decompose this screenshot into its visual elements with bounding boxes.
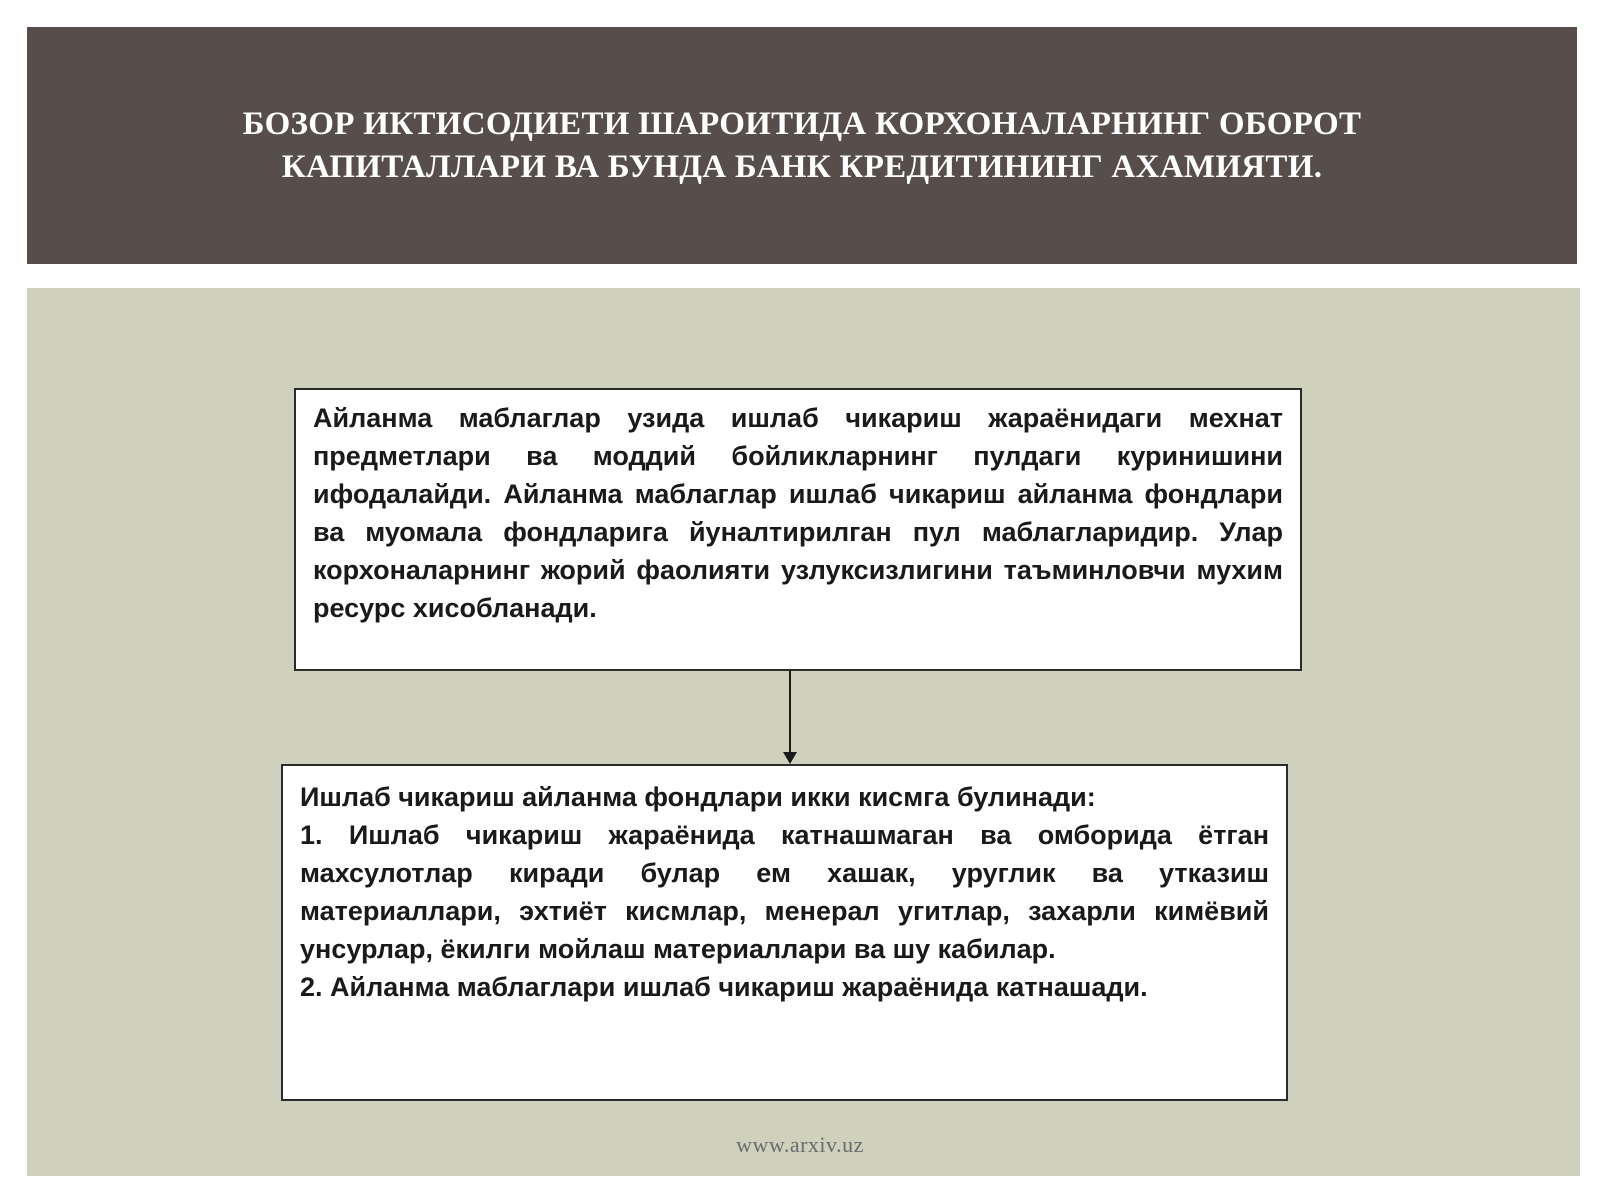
- slide-title: [177, 103, 1427, 189]
- slide-title-line-2: КАПИТАЛЛАРИ ВА БУНДА БАНК КРЕДИТИНИНГ АХАМИЯТИ.: [281, 148, 1323, 185]
- definition-box: [294, 388, 1302, 671]
- footer-watermark: www.arxiv.uz: [736, 1132, 864, 1157]
- header-band: [27, 27, 1577, 264]
- classification-box: [281, 764, 1288, 1101]
- definition-text: Айланма маблаглар узида ишлаб чикариш жараёнидаги мехнат предметлари ва моддий бойликларнинг пулдаги куринишини ифодалайди. Айланма маблаглар ишлаб чикариш айланма фондлари ва муомала фондларига йуналтирилган пул маблагларидир. Улар корхоналарнинг жорий фаолияти узлуксизлигини таъминловчи мухим ресурс хисобланади.: [313, 403, 1283, 623]
- slide-title-line-1: БОЗОР ИКТИСОДИЕТИ ШАРОИТИДА КОРХОНАЛАРНИНГ ОБОРОТ: [242, 105, 1362, 142]
- classification-item-1: 1. Ишлаб чикариш жараёнида катнашмаган ва омборида ётган махсулотлар киради булар ем хашак, уруглик ва утказиш материаллари, эхтиёт кисмлар, менерал угитлар, захарли кимёвий унсурлар, ёкилги мойлаш материаллари ва шу кабилар.: [300, 820, 1269, 964]
- classification-heading: Ишлаб чикариш айланма фондлари икки кисмга булинади:: [300, 782, 1096, 812]
- classification-item-2: 2. Айланма маблаглари ишлаб чикариш жараёнида катнашади.: [300, 972, 1148, 1002]
